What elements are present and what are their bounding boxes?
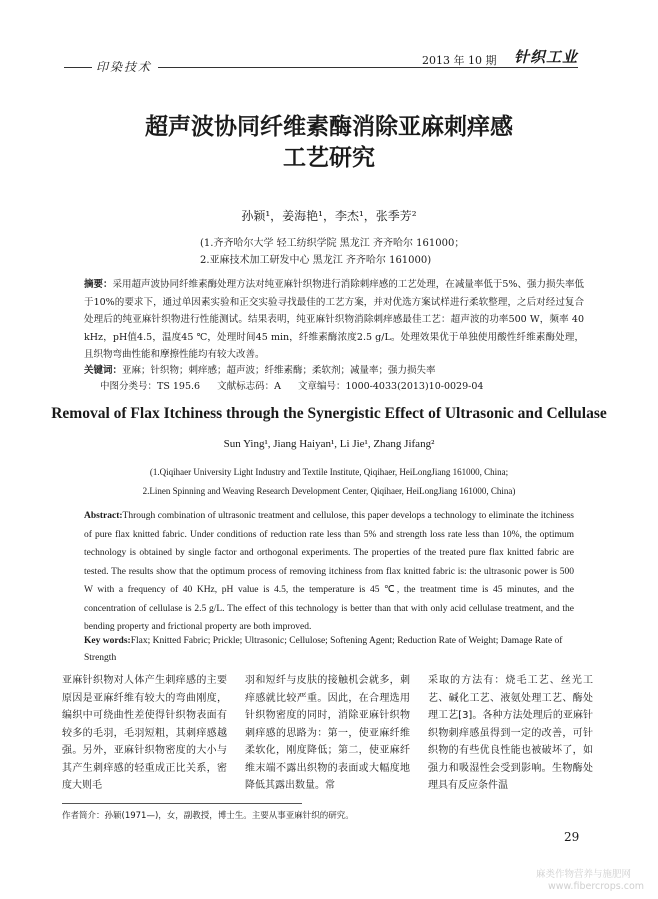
affiliation-en-2: 2.Linen Spinning and Weaving Research Development Center, Qiqihaer, HeiLongJiang 161000, China)	[142, 486, 516, 496]
issue-label: 2013 年 10 期	[422, 54, 497, 67]
keywords-zh-text: 亚麻；针织物；刺痒感；超声波；纤维素酶；柔软剂；减量率；强力损失率	[122, 365, 436, 376]
author-footnote: 作者简介：孙颖(1971—)，女，副教授，博士生。主要从事亚麻针织的研究。	[62, 811, 354, 821]
affiliation-en-1: (1.Qiqihaer University Light Industry and Textile Institute, Qiqihaer, HeiLongJiang 161000, China;	[149, 467, 509, 477]
body-column-2: 羽和短纤与皮肤的接触机会就多，刺痒感就比较严重。因此，在合理选用针织物密度的同时，消除亚麻针织物刺痒感的思路为：第一，使亚麻纤维柔软化，刚度降低；第二，使亚麻纤维末端不露出织物的表面或大幅度地降低其露出数量。常	[245, 675, 410, 791]
body-column-1: 亚麻针织物对人体产生刺痒感的主要原因是亚麻纤维有较大的弯曲刚度，编织中可绕曲性差使得针织物表面有较多的毛羽，毛羽短粗，其刺痒感越强。另外，亚麻针织物密度的大小与其产生刺痒感的轻重成正比关系，密度大则毛	[62, 675, 227, 791]
document-code: 文献标志码：A	[217, 381, 281, 392]
abstract-en-text: Through combination of ultrasonic treatment and cellulose, this paper develops a technology to eliminate the itchiness of pure flax knitted fabric. Under conditions of reduction rate less than 5% and strength loss rate less than 10%, the optimum technology is obtained by single factor and orthogonal experiments. The properties of the treated pure flax knitted fabric are tested. The results show that the optimum process of removing itchiness from flax knitted fabric is: the ultrasonic power is 500 W with a frequency of 40 KHz, pH value is 4.5, the temperature is 45 ℃, the treatment time is 45 minutes, and the concentration of cellulase is 2.5 g/L. The effect of this technology is better than that with only acid cellulase treatment, and the bending property and frictional property are both improved.	[84, 511, 574, 632]
keywords-en-label: Key words:	[84, 636, 131, 646]
title-zh-line2: 工艺研究	[283, 145, 375, 171]
title-zh-line1: 超声波协同纤维素酶消除亚麻刺痒感	[145, 114, 513, 140]
keywords-zh	[84, 362, 584, 376]
keywords-zh-label: 关键词：	[84, 365, 123, 376]
authors-zh: 孙颖¹，姜海艳¹，李杰¹，张季芳²	[241, 209, 417, 223]
abstract-zh-text: 采用超声波协同纤维素酶处理方法对纯亚麻针织物进行消除刺痒感的工艺处理，在减量率低于5%、强力损失率低于10%的要求下，通过单因素实验和正交实验寻找最佳的工艺方案，并对优选方案试样进行柔软整理，之后对经过复合处理后的纯亚麻针织物进行性能测试。结果表明，纯亚麻针织物消除刺痒感最佳工艺：超声波的功率500 W，频率 40 kHz，pH值4.5，温度45 ℃，处理时间45 min，纤维素酶浓度2.5 g/L。处理效果优于单独使用酸性纤维素酶处理，且织物弯曲性能和摩擦性能均有较大改善。	[84, 279, 584, 360]
footnote-rule	[62, 803, 302, 804]
affiliation-zh-2: 2.亚麻技术加工研发中心 黑龙江 齐齐哈尔 161000)	[200, 255, 432, 266]
watermark-line2: www.fibercrops.com	[548, 881, 645, 892]
clc-number: 中图分类号：TS 195.6	[100, 381, 201, 392]
watermark-line1: 麻类作物营养与施肥网	[536, 869, 632, 880]
journal-logo: 针织工业	[514, 48, 579, 66]
keywords-en-text: Flax; Knitted Fabric; Prickle; Ultrasonic; Cellulose; Softening Agent; Reduction Rate of Weight; Damage Rate of Strength	[84, 636, 563, 663]
affiliation-zh-1: (1.齐齐哈尔大学 轻工纺织学院 黑龙江 齐齐哈尔 161000；	[200, 238, 465, 249]
keywords-en	[84, 633, 574, 667]
authors-en: Sun Ying¹, Jiang Haiyan¹, Li Jie¹, Zhang Jifang²	[223, 438, 435, 450]
title-en: Removal of Flax Itchiness through the Synergistic Effect of Ultrasonic and Cellulase	[51, 405, 607, 422]
classification-row	[100, 378, 580, 392]
abstract-zh	[84, 276, 584, 364]
abstract-zh-label: 摘要：	[84, 279, 113, 290]
header-rule-right	[158, 67, 578, 68]
abstract-en	[84, 507, 574, 637]
page-number: 29	[564, 830, 580, 844]
article-number: 文章编号：1000-4033(2013)10-0029-04	[298, 381, 484, 392]
section-label: 印染技术	[96, 60, 153, 74]
header-rule-left	[64, 67, 92, 68]
abstract-en-label: Abstract:	[84, 511, 123, 521]
body-column-3: 采取的方法有：烧毛工艺、丝光工艺、碱化工艺、液氨处理工艺、酶处理工艺[3]。各种方法处理后的亚麻针织物刺痒感虽得到一定的改善，可针织物的有些优良性能也被破坏了，如强力和吸湿性会受到影响。生物酶处理具有反应条件温	[428, 675, 593, 791]
